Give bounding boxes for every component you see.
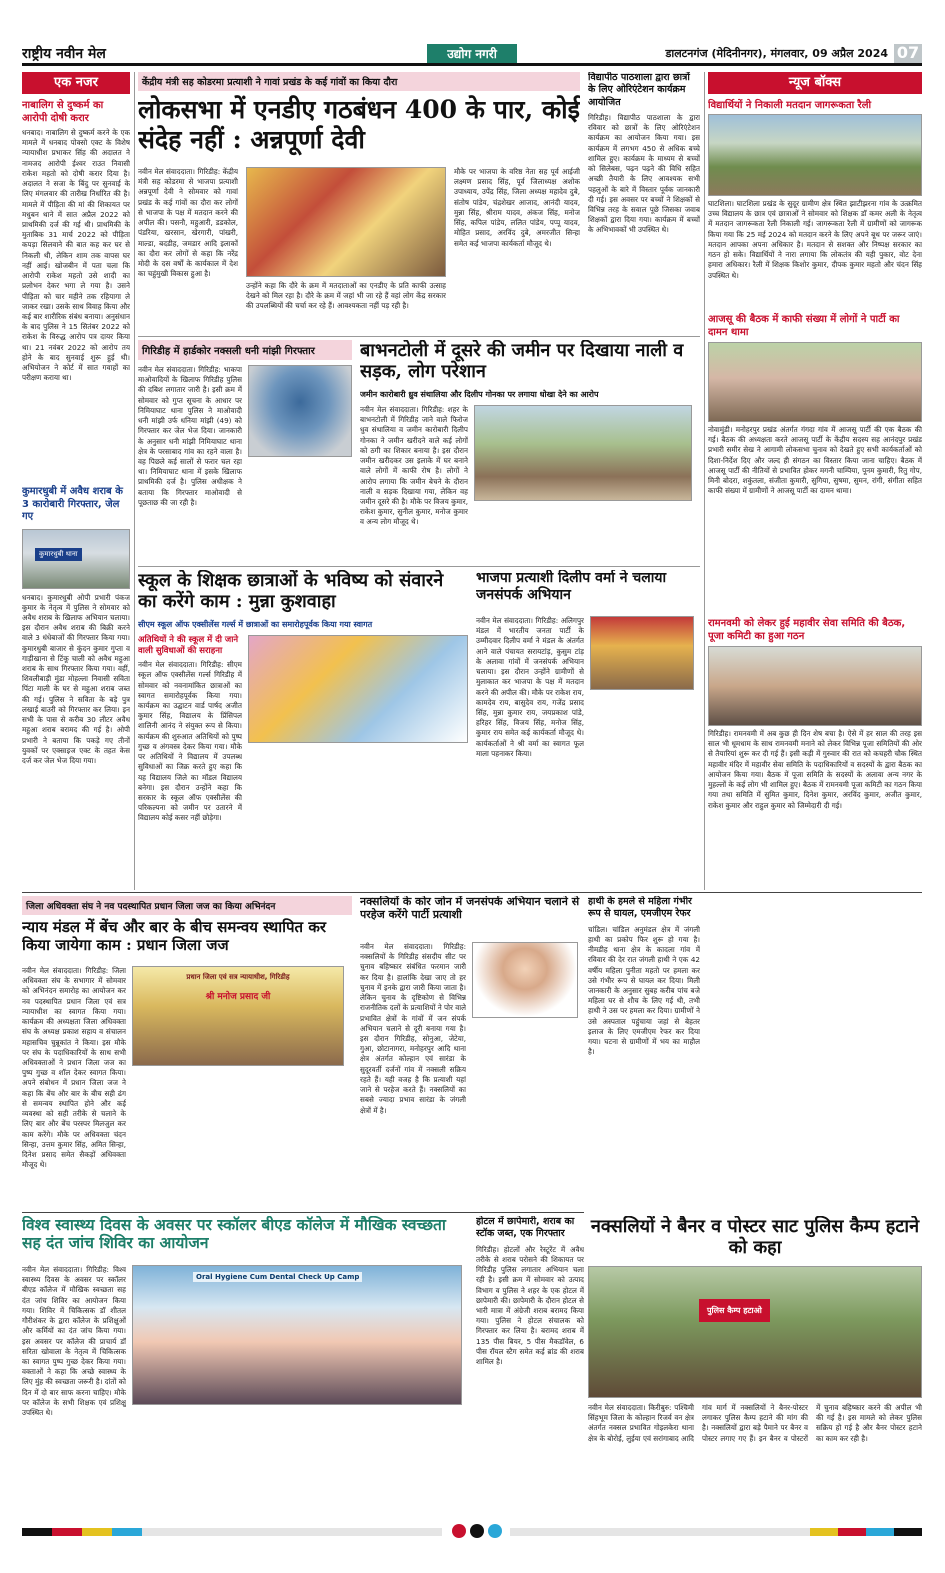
column-rule [134,72,135,890]
naxali-arrest-body: नवीन मेल संवाददाता। गिरिडीह: भाकपा माओवादियों के खिलाफ गिरिडीह पुलिस की दबिश लगातार जारी है। इसी क्रम में सोमवार को गुप्त सूचना के आधार पर निमियाघाट थाना पुलिस ने माओवादी धनी मांझी उर्फ धनिया मांझी (49) को गिरफ्तार कर जेल भेज दिया। जानकारी के अनुसार धनी मांझी निमियाघाट थाना क्षेत्र के परसाबाद गांव का रहने वाला है। वह पिछले कई सालों से फरार चल रहा था। निमियाघाट थाना में इसके खिलाफ प्राथमिकी दर्ज है। पुलिस अधीक्षक ने बताया कि गिरफ्तार माओवादी से पूछताछ की जा रही है। [138,365,242,507]
naxal-poster-banner: पुलिस कैम्प हटाओ [699,1299,770,1322]
munna-story [138,570,468,880]
registration-dot-black [470,1524,484,1538]
health-camp-headline: विश्व स्वास्थ्य दिवस के अवसर पर स्कॉलर बीएड कॉलेज में मौखिक स्वच्छता सह दंत जांच शिविर का आयोजन [22,1216,446,1253]
naxal-poster-photo [588,1266,922,1398]
news-box-item3-title: रामनवमी को लेकर हुई महावीर सेवा समिति की बैठक, पूजा कमिटी का हुआ गठन [708,618,906,642]
color-bar-black [22,1528,52,1536]
color-bar-gray [142,1528,442,1536]
annapurna-body-mid: उन्होंने कहा कि दौरे के क्रम में मतदाताओं का एनडीए के प्रति काफी उत्साह देखने को मिल रहा है। दौरे के क्रम में जहां भी जा रहे हैं वहां लोग केंद्र सरकार की उपलब्धियों की चर्चा कर रहे हैं। आवश्यकता नहीं पड़ रही है। [246,281,446,311]
nyaya-strip: जिला अधिवक्ता संघ ने नव पदस्थापित प्रधान जिला जज का किया अभिनंदन [22,896,352,915]
registration-dot-cyan [488,1524,502,1538]
color-bar-gray-right [510,1528,810,1536]
color-bar-cyan-right [866,1528,894,1536]
bhabhantoli-story [360,340,700,562]
voter-rally-photo [708,114,922,196]
elephant-body: चांडिल। चांडिल अनुमंडल क्षेत्र में जंगली हाथी का प्रकोप फिर शुरू हो गया है। नीमडीह थाना क्षेत्र के कादला गांव में रविवार की देर रात जंगली हाथी ने एक 42 वर्षीय महिला पुनीता महतो पर हमला कर उसे गंभीर रूप से घायल कर दिया। मिली जानकारी के अनुसार सुबह करीब पांच बजे महिला घर से शौच के लिए गई थी, तभी हाथी ने उस पर हमला कर दिया। ग्रामीणों ने उसे अस्पताल पहुंचाया जहां से बेहतर इलाज के लिए एमजीएम रेफर कर दिया गया। घटना से ग्रामीणों में भय का माहौल है। [588,924,700,1057]
dilip-body: नवीन मेल संवाददाता। गिरिडीह: अलिगपुर मंडल में भारतीय जनता पार्टी के उम्मीदवार दिलीप वर्मा ने मंडल के अंतर्गत आने वाले पंचायत सरायटांड़, कुसुम टांड़ के अलावा गांवों में जनसंपर्क अभियान चलाया। इस दौरान उन्होंने ग्रामीणों से मुलाकात कर भाजपा के पक्ष में मतदान करने की अपील की। मौके पर राकेश राय, कामदेव राय, बासुदेव राय, गजेंद्र प्रसाद सिंह, मुन्ना कुमार राय, जयप्रकाश पांडे, हरिहर सिंह, विजय सिंह, मनोज सिंह, कुमार राय समेत कई कार्यकर्ता मौजूद थे। कार्यकर्ताओं ने श्री वर्मा का स्वागत फूल माला पहनाकर किया। [476,616,584,758]
news-box-column [708,72,922,890]
hotel-raid-headline: होटल में छापेमारी, शराब का स्टॉक जब्त, एक गिरफ्तार [476,1216,575,1240]
ek-nazar-item1-title: नाबालिग से दुष्कर्म का आरोपी दोषी करार [22,100,104,124]
section-title: उद्योग नगरी [427,44,517,64]
land-dispute-photo [474,405,692,501]
bhabhantoli-body: नवीन मेल संवाददाता। गिरिडीह: शहर के बाभनटोली में गिरिडीह जाने वाले फिरोज धुव संथालिया व जमीन कारोबारी दिलीप गोनका ने जमीन खरीदने वाले कई लोगों को ठगी का शिकार बनाया है। इस दौरान जमीन खरीदकर उस इलाके में घर बनाने वाले लोगों में काफी रोष है। लोगों ने आरोप लगाया कि जमीन बेचने के दौरान नाली व सड़क दिखाया गया, लेकिन वह जमीन दूसरे की है। मौके पर विजय कुमार, राकेश कुमार, सुनील कुमार, मनोज कुमार व अन्य लोग मौजूद थे। [360,405,468,527]
nyaya-headline: न्याय मंडल में बेंच और बार के बीच समन्वय स्थापित कर किया जायेगा काम : प्रधान जिला जज [22,918,326,954]
hotel-raid-story [476,1216,584,1518]
news-box-item2-title: आजसू की बैठक में काफी संख्या में लोगों ने पार्टी का दामन थामा [708,314,900,338]
naxal-poster-headline: नक्सलियों ने बैनर व पोस्टर साट पुलिस कैम्प हटाने को कहा [590,1216,920,1259]
column-rule [704,72,705,890]
dateline: डालटनगंज (मेदिनीनगर), मंगलवार, 09 अप्रैल 2024 [665,47,888,60]
police-station-photo [22,529,130,589]
color-bar-yellow [82,1528,112,1536]
annapurna-photo [246,167,446,277]
munna-kicker: सीएम स्कूल ऑफ एक्सीलेंस गर्ल्स में छात्राओं का समारोहपूर्वक किया गया स्वागत [138,620,373,629]
color-bar-cyan [112,1528,142,1536]
campaign-photo [590,616,694,690]
naxal-zone-body: नवीन मेल संवाददाता। गिरिडीह: नक्सलियों के गिरिडीह संसदीय सीट पर चुनाव बहिष्कार संबंधित फरमान जारी कर दिया है। हालांकि देखा जाए तो हर चुनाव में इनके द्वारा जारी किया जाता है। लेकिन चुनाव के दृष्टिकोण से विभिन्न राजनीतिक दलों के प्रत्याशियों ने पोर वाले प्रभावित क्षेत्रों के गांवों में जन संपर्क अभियान चलाने से दूरी बनाया गया है। इस दौरान गिरिडीह, सोनुआ, जेटेया, गुआ, छोटानागरा, मनोहरपुर आदि थाना क्षेत्र अंतर्गत कोल्हान एवं सारंडा के सुदूरवर्ती दर्जनों गांव में नक्सली सक्रिय रहते हैं। यही वजह है कि प्रत्याशी यहां जाने से परहेज करते हैं। नक्सलियों का सबसे ज्यादा प्रभाव सारंडा के जंगली क्षेत्रों में है। [360,942,466,1115]
row-rule [138,566,700,567]
health-camp-body: नवीन मेल संवाददाता। गिरिडीह: विश्व स्वास्थ्य दिवस के अवसर पर स्कॉलर बीएड कॉलेज में मौखिक स्वच्छता सह दंत जांच शिविर का आयोजन किया गया। शिविर में चिकित्सक डॉ शीतल गौरीशंकर के द्वारा कॉलेज के प्रशिक्षुओं और कर्मियों का दंत जांच किया गया। इस अवसर पर कॉलेज की प्राचार्य डॉ सरिता खोवाला के नेतृत्व में चिकित्सक का स्वागत पुष्प गुच्छ देकर किया गया। वक्ताओं ने कहा कि अच्छे स्वास्थ्य के लिए मुंह की स्वच्छता जरूरी है। दांतों को दिन में दो बार साफ करना चाहिए। मौके पर कॉलेज के सभी शिक्षक एवं प्रशिक्षु उपस्थित थे। [22,1265,126,1418]
color-bar-red-right [838,1528,866,1536]
annapurna-headline: लोकसभा में एनडीए गठबंधन 400 के पार, कोई संदेह नहीं : अन्नपूर्णा देवी [138,95,580,154]
naxali-arrest-story [138,340,352,562]
annapurna-kicker: केंद्रीय मंत्री सह कोडरमा प्रत्याशी ने गावां प्रखंड के कई गांवों का किया दौरा [138,72,580,91]
paper-name: राष्ट्रीय नवीन मेल [22,46,106,62]
nyaya-body: नवीन मेल संवाददाता। गिरिडीह: जिला अधिवक्ता संघ के सभागार में सोमवार को अभिनंदन समारोह का आयोजन कर नव पदस्थापित प्रधान जिला एवं सत्र न्यायाधीश का स्वागत किया गया। कार्यक्रम की अध्यक्षता जिला अधिवक्ता संघ के अध्यक्ष प्रकाश सहाय व संचालन महासचिव चुन्नूकांत ने किया। इस मौके पर संघ के पदाधिकारियों के साथ सभी अधिवक्ताओं ने प्रधान जिला जज का पुष्प गुच्छ व शॉल देकर स्वागत किया। अपने संबोधन में प्रधान जिला जज ने कहा कि बेंच और बार के बीच सही ढंग से समन्वय स्थापित होने और कई व्यवस्था को सही तरीके से चलाने के लिए बार और बेंच परस्पर मिलजुल कर काम करेंगे। मौके पर अधिवक्ता चंदन सिन्हा, उत्तम कुमार सिंह, अमित सिन्हा, दिनेश प्रसाद समेत सैकड़ों अधिवक्ता मौजूद थे। [22,966,126,1170]
color-bar-red [52,1528,82,1536]
naxali-arrest-headline: गिरिडीह में हार्डकोर नक्सली धनी मांझी गिरफ्तार [138,340,352,360]
bhabhantoli-kicker: जमीन कारोबारी ध्रुव संथालिया और दिलीप गोनका पर लगाया धोखा देने का आरोप [360,390,599,399]
bhabhantoli-headline: बाभनटोली में दूसरे की जमीन पर दिखाया नाली व सड़क, लोग परेशान [360,340,684,383]
munna-headline: स्कूल के शिक्षक छात्राओं के भविष्य को संवारने का करेंगे काम : मुन्ना कुशवाहा [138,570,444,613]
judge-name-text: श्री मनोज प्रसाद जी [205,992,271,1002]
elephant-story [588,896,700,1208]
ek-nazar-item1-body: धनबाद। नाबालिग से दुष्कर्म करने के एक मामले में धनबाद पोक्सो एक्ट के विशेष न्यायाधीश प्रभाकर सिंह की अदालत ने नामजद आरोपी ईश्वर राउत निवासी राकेश महतो को दोषी करार दिया है। अदालत ने सजा के बिंदु पर सुनवाई के लिए मंगलवार की तारीख निर्धारित की है। मामले में पीड़िता की मां की शिकायत पर मधुबन थाने में सात अप्रैल 2022 को प्राथमिकी दर्ज की गई थी। प्राथमिकी के मुताबिक 31 मार्च 2022 को पीड़िता कपड़ा सिलवाने की बात कह कर घर से निकली थी, लेकिन शाम तक वापस घर नहीं आई। खोजबीन में पता चला कि आरोपी राकेश महतो उसे शादी का प्रलोभन देकर भगा ले गया है। उसने पीड़िता को चार महीने तक रहियागा ले जाकर रखा। उसके साथ विवाह किया और कई बार शारीरिक संबंध बनाया। अनुसंधान के बाद पुलिस ने 15 सितंबर 2022 को राकेश के विरुद्ध आरोप पत्र दायर किया था। 21 नवंबर 2022 को आरोप तय होने के बाद सुनवाई शुरू हुई थी। अभियोजन ने कोर्ट में सात गवाहों का परीक्षण कराया था। [22,128,130,383]
munna-body: नवीन मेल संवाददाता। गिरिडीह: सीएम स्कूल ऑफ एक्सीलेंस गर्ल्स गिरिडीह में सोमवार को नवनामांकित छात्राओं का स्वागत समारोहपूर्वक किया गया। कार्यक्रम का उद्घाटन वार्ड पार्षद अजीत कुमार सिंह, विद्यालय के प्रिंसिपल शालिनी आनंद ने संयुक्त रूप से किया। कार्यक्रम की शुरुआत अतिथियों को पुष्प गुच्छ व अंगवस्त्र देकर किया गया। मौके पर अतिथियों ने विद्यालय में उपलब्ध सुविधाओं का जिक्र करते हुए कहा कि यह विद्यालय जिले का मॉडल विद्यालय बनेगा। इस दौरान उन्होंने कहा कि सरकार के स्कूल ऑफ एक्सीलेंस की परिकल्पना को जमीन पर उतारने में विद्यालय कोई कसर नहीं छोड़ेगा। [138,660,242,823]
ek-nazar-column [22,72,130,890]
hotel-raid-body: गिरिडीह। होटलों और रेस्टूरेंट में अवैध तरीके से शराब परोसने की शिकायत पर गिरिडीह पुलिस लगातार अभियान चला रही है। इसी क्रम में सोमवार को उत्पाद विभाग व पुलिस ने शहर के एक होटल में छापेमारी की। छापेमारी के दौरान होटल से भारी मात्रा में अंग्रेजी शराब बरामद किया गया। पुलिस ने होटल संचालक को गिरफ्तार कर लिया है। बरामद शराब में 135 पीस बियर, 5 पीस मैकडॉवेल, 6 पीस रॉयल स्टैग समेत कई ब्रांड की शराब शामिल है। [476,1244,584,1367]
dilip-story [476,570,700,880]
row-rule [22,1212,584,1213]
news-box-item1-title: विद्यार्थियों ने निकाली मतदान जागरूकता रैली [708,100,872,111]
row-rule [138,336,700,337]
judge-felicitation-photo [132,966,344,1066]
annapurna-body-left: नवीन मेल संवाददाता। गिरिडीह: केंद्रीय मंत्री सह कोडरमा से भाजपा प्रत्याशी अन्नपूर्णा देवी ने सोमवार को गावां प्रखंड के कई गांवों का दौरा कर लोगों से भाजपा के पक्ष में मतदान करने की अपील की। पसनौ, महुआरी, डडकोल, पंडरिया, खरसान, खेरगारी, पांखरी, माल्डा, बदडीह, जमडार आदि इलाकों का दौरा कर लोगों से कहा कि नरेंद्र मोदी के दस वर्षों के कार्यकाल में देश का चहुंमुखी विकास हुआ है। [138,167,238,279]
annapurna-story [138,72,580,334]
registration-dot-magenta [452,1524,466,1538]
ek-nazar-item2-title: कुमारधुबी में अवैध शराब के 3 कारोबारी गिरफ्तार, जेल गए [22,486,123,522]
naxal-poster-body: नवीन मेल संवाददाता। किरीबुरु: पश्चिमी सिंहभूम जिला के कोल्हान रिजर्व वन क्षेत्र अंतर्गत नक्सल प्रभावित गोइलकेरा थाना क्षेत्र के बोरोई, लुईया एवं सरांगाबाद आदि गांव मार्ग में नक्सलियों ने बैनर-पोस्टर लगाकर पुलिस कैम्प हटाने की मांग की है। नक्सलियों द्वारा बड़े पैमाने पर बैनर व पोस्टर लगाए गए हैं। इन बैनर व पोस्टरों में चुनाव बहिष्कार करने की अपील भी की गई है। इस मामले को लेकर पुलिस सक्रिय हो गई है और बैनर पोस्टर हटाने का काम कर रही है। [588,1403,922,1443]
judge-banner-text: प्रधान जिला एवं सत्र न्यायाधीश, गिरिडीह [186,973,290,981]
row-rule [22,892,922,893]
arrested-man-photo [248,365,352,457]
color-bar-yellow-right [810,1528,838,1536]
naxal-zone-story [360,896,582,1208]
ramnavami-meeting-photo [708,646,922,726]
police-station-photo-caption: कुमारधुबी थाना [35,548,82,561]
naxal-zone-headline: नक्सलियों के कोर जोन में जनसंपर्क अभियान चलाने से परहेज करेंगे पार्टी प्रत्याशी [360,896,580,921]
munna-subhead: अतिथियों ने की स्कूल में दी जाने वाली सुविधाओं की सराहना [138,635,239,657]
page-number: 07 [894,44,922,66]
news-box-item3-body: गिरिडीह। रामनवमी में अब कुछ ही दिन शेष बचा है। ऐसे में हर साल की तरह इस साल भी धूमधाम के साथ रामनवमी मनाने को लेकर विभिन्न पूजा समितियों की ओर से तैयारियां शुरू कर दी गई हैं। इसी कड़ी में गुरुवार की रात को कचहरी चौक स्थित महावीर मंदिर में महावीर सेवा समिति के पदाधिकारियों व सदस्यों के द्वारा बैठक का आयोजन किया गया। बैठक में पूजा समिति के सदस्यों के अलावा अन्य नगर के मुहल्लों के कई लोग भी शामिल हुए। बैठक में रामनवमी पूजा कमिटी का गठन किया गया तथा समिति में सुमित कुमार, दिनेश कुमार, अरविंद कुमार, अजीत कुमार, राकेश कुमार और राहुल कुमार को जिम्मेदारी दी गई। [708,729,922,810]
ek-nazar-header: एक नजर [22,72,130,94]
dilip-headline: भाजपा प्रत्याशी दिलीप वर्मा ने चलाया जनसंपर्क अभियान [476,570,667,603]
news-box-item1-body: घाटशिला। घाटशिला प्रखंड के सुदूर ग्रामीण क्षेत्र स्थित झाटीझरना गांव के उत्क्रमित उच्च विद्यालय के छात्र एवं छात्राओं ने सोमवार को शिक्षक डॉ कमर अली के नेतृत्व में मतदान जागरूकता रैली निकाली गई। जागरूकता रैली में ग्रामीणों को जागरूक किया गया कि 25 मई 2024 को मतदान करने के लिए अपने बूथ पर जरूर जाएं। मतदान आपका अपना अधिकार है। मतदान से सशक्त और निष्पक्ष सरकार का गठन हो सके। विद्यार्थियों ने नारा लगाया कि लोकतंत्र की यही पुकार, वोट देना हमारा अधिकार। रैली में शिक्षक किशोर कुमार, दीपक कुमार महतो और चंदन सिंह उपस्थित थे। [708,199,922,280]
vidyapeeth-body: गिरिडीह। विद्यापीठ पाठशाला के द्वारा रविवार को छात्रों के लिए ओरिएंटेशन कार्यक्रम का आयोजन किया गया। इस कार्यक्रम में लगभग 450 से अधिक बच्चे शामिल हुए। कार्यक्रम के माध्यम से बच्चों को सिलेबस, पढ़न पढ़ने की विधि सहित अच्छी तैयारी के लिए आवश्यक सभी पहलुओं के बारे में विस्तार पूर्वक जानकारी दी गई। इस अवसर पर बच्चों ने शिक्षकों से विभिन्न तरह के सवाल पूछे जिसका जवाब शिक्षकों द्वारा दिया गया। कार्यक्रम में बच्चों के अभिभावकों भी उपस्थित थे। [588,113,700,235]
color-bar-black-right [894,1528,922,1536]
dental-camp-photo [132,1265,462,1405]
vidyapeeth-headline: विद्यापीठ पाठशाला द्वारा छात्रों के लिए ओरिएंटेशन कार्यक्रम आयोजित [588,72,690,108]
vidyapeeth-story [588,72,700,334]
annapurna-body-right: मौके पर भाजपा के वरिष्ठ नेता सह पूर्व आईजी लक्ष्मण प्रसाद सिंह, पूर्व जिलाध्यक्ष अशोक उपाध्याय, उपेंद्र सिंह, जिला अध्यक्ष महादेव दुबे, संतोष पांडेय, चंद्रशेखर आजाद, आनंदी यादव, मुन्ना सिंह, श्रीराम यादव, अंकज सिंह, मनोज सिंह, कपिल पांडेय, ललित पांडेय, पप्पू यादव, मोहित प्रसाद, अरविंद दुबे, अमरजीत सिन्हा समेत कई भाजपा कार्यकर्ता मौजूद थे। [454,167,580,248]
naxal-poster-story [588,1216,922,1518]
elephant-headline: हाथी के हमले से महिला गंभीर रूप से घायल, एमजीएम रेफर [588,896,692,920]
masthead [22,44,922,66]
ajsu-meeting-photo [708,342,922,422]
nyaya-story [22,896,352,1208]
dental-camp-banner: Oral Hygiene Cum Dental Check Up Camp [193,1272,362,1282]
news-box-header: न्यूज बॉक्स [708,72,922,94]
health-camp-story [22,1216,468,1518]
school-welcome-photo [248,635,468,743]
news-box-item2-body: नोवामुंडी। मनोहरपुर प्रखंड अंतर्गत गंगदा गांव में आजसू पार्टी की एक बैठक की गई। बैठक की अध्यक्षता करते आजसू पार्टी के केंद्रीय सदस्य सह आनंदपुर प्रखंड प्रभारी समीर सेख ने आगामी लोकसभा चुनाव को देखते हुए सभी कार्यकर्ताओं को दिशा-निर्देश दिए और जल्द ही संगठन का विस्तार किया जाना चाहिए। बैठक में आजसू पार्टी की नीतियों से प्रभावित होकर मगनी चाम्पिया, पूनम कुमारी, रितु गोप, मिनी बोदरा, शकुंतला, संजीता कुमारी, सुगिया, सुषमा, सुमन, रांगी, संगीता सहित काफी संख्या में ग्रामीणों ने आजसू पार्टी का दामन थामा। [708,425,922,496]
candidate-portrait-photo [472,942,578,1018]
ek-nazar-item2-body: धनबाद। कुमारधुबी ओपी प्रभारी पंकज कुमार के नेतृत्व में पुलिस ने सोमवार को अवैध शराब के खिलाफ अभियान चलाया। इस दौरान अवैध शराब की बिक्री करने वाले 3 धंधेबाजों की गिरफ्तार किया गया। कुमारधुबी बाजार से कुंदन कुमार गुप्ता व गाड़ीखाना से टिंकू चाली को अवैध महुआ शराब के साथ गिरफ्तार किया गया। वहीं, शिवलीबाड़ी मुंडा मोहल्ला निवासी सविता पिंटा माली के घर से महुआ शराब जब्त की गई। पुलिस ने सविता के बड़े पुत्र लखाई बाउरी को गिरफ्तार कर लिया। इन सभी के पास से करीब 30 लीटर अवैध महुआ शराब बरामद की गई है। ओपी प्रभारी ने बताया कि पकड़े गए तीनों युवकों पर एक्साइज एक्ट के तहत केस दर्ज कर जेल भेज दिया गया। [22,592,130,765]
